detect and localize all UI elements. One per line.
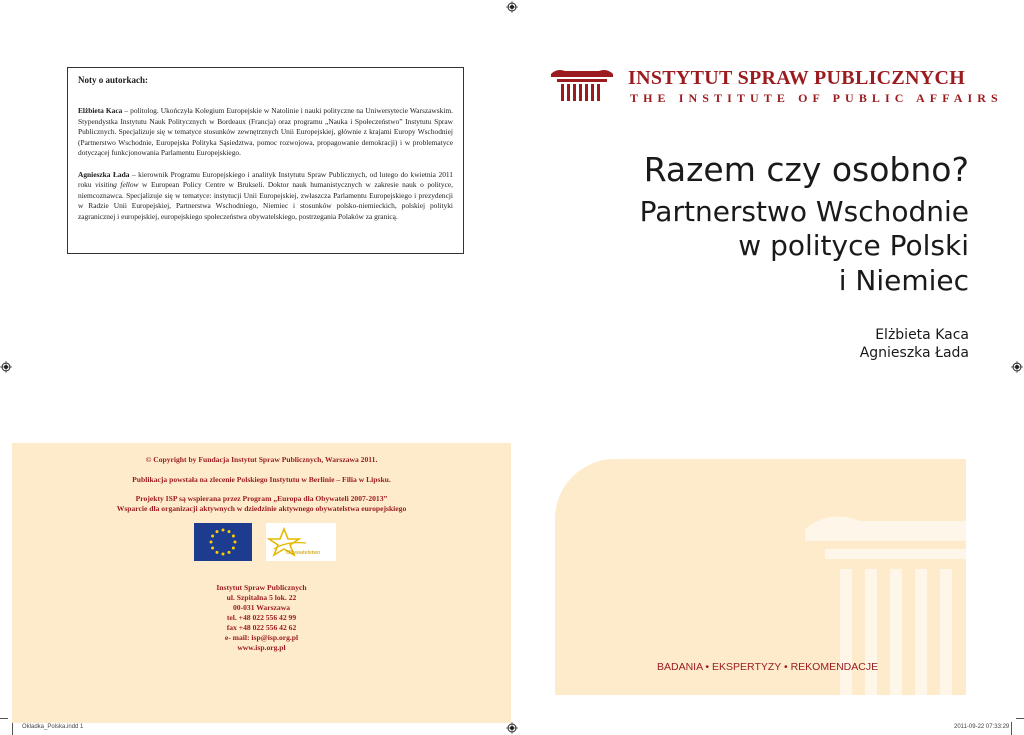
eu-star-icon [232,547,235,550]
colophon-panel [12,443,511,723]
tagline: BADANIA • EKSPERTYZY • REKOMENDACJE [657,661,879,673]
obywatelstwo-label: Obywatelstwo [286,550,321,556]
registration-mark-icon [1011,361,1023,373]
eu-flag-icon [194,523,252,561]
address-line: Instytut Spraw Publicznych [216,583,307,592]
eu-star-icon [211,547,214,550]
cover-title: Razem czy osobno? [643,150,969,189]
eu-star-icon [222,529,225,532]
author-2-note [78,170,453,223]
eu-star-icon [211,535,214,538]
crop-mark [0,718,8,719]
eu-star-icon [216,551,219,554]
author-2-bio-italic: visiting fellow [95,180,139,189]
address-line: www.isp.org.pl [237,643,286,652]
institute-name-en: THE INSTITUTE OF PUBLIC AFFAIRS [630,91,1003,105]
obywatelstwo-logo [266,523,336,561]
cover-decor-panel [555,459,966,695]
institute-name-pl: INSTYTUT SPRAW PUBLICZNYCH [628,67,966,89]
isp-column-logo-icon [551,68,613,104]
crop-mark [1011,722,1012,735]
copyright-text: © Copyright by Fundacja Instytut Spraw Publicznych, Warszawa 2011. [145,455,378,464]
address-line: tel. +48 022 556 42 99 [226,613,297,622]
crop-mark [12,722,13,735]
address-line: e- mail: isp@isp.org.pl [224,633,299,642]
eu-star-icon [228,530,231,533]
registration-mark-icon [506,1,518,13]
cover-subtitle-line: i Niemiec [838,264,969,297]
author-1-bio: – politolog. Ukończyła Kolegium Europejskie w Natolinie i nauki polityczne na Uniwersytecie Warszawskim. Stypendystka Instytutu Nauk Politycznych w Bordeaux (Francja) oraz programu „Nauka i Społeczeństwo” Instytutu Spraw Publicznych. Specjalizuje się w tematyce stosunków zewnętrznych Unii Europejskiej, głównie z krajami Europy Wschodniej (Partnerstwo Wschodnie, Europejska Polityka Sąsiedztwa, pomoc rozwojowa, propagowanie demokracji) i w problematyce dotyczącej funkcjonowania Parlamentu Europejskiego. [78,106,453,157]
cover-subtitle-line: Partnerstwo Wschodnie [639,195,969,228]
address-line: ul. Szpitalna 5 lok. 22 [226,593,297,602]
registration-mark-icon [0,361,12,373]
author-notes-box [67,67,464,254]
author-2-name: Agnieszka Łada [78,169,130,179]
cover-author: Elżbieta Kaca [875,327,969,343]
slug-date: 2011-09-22 07:33:29 [954,724,1010,730]
slug-filename: Okladka_Polska.indd 1 [22,724,84,730]
notes-heading: Noty o autorkach: [78,75,148,85]
cover-author: Agnieszka Łada [859,345,969,361]
address-line: fax +48 022 556 42 62 [226,623,297,632]
author-2-bio-b: w European Policy Centre w Brukseli. Doktor nauk humanistycznych w zakresie nauk o polityce, niemcoznawca. Specjalizuje się w tematyce: instytucji Unii Europejskiej, zwłaszcza Parlamentu Europejskiego i prezydencji w Radzie Unii Europejskiej, Partnerstwa Wschodniego, Niemiec i stosunków polsko-niemieckich, polskiej polityki zagranicznej i europejskiej, europejskiego społeczeństwa obywatelskiego, postrzegania Polaków za granicą. [78,180,453,221]
eu-star-icon [210,541,213,544]
registration-mark-icon [506,722,518,734]
author-1-name: Elżbieta Kaca [78,106,123,115]
column-watermark-icon [555,459,966,695]
author-1-note [78,106,453,159]
author-2-bio-a: – kierownik Programu Europejskiego i analityk Instytutu Spraw Publicznych, od lutego do kwietnia 2011 roku [78,169,453,189]
address-line: 00-031 Warszawa [232,603,291,612]
eu-star-icon [234,541,237,544]
publication-text: Publikacja powstała na zlecenie Polskiego Instytutu w Berlinie – Filia w Lipsku. [132,475,391,484]
cover-subtitle-line: w polityce Polski [738,229,969,262]
eu-star-icon [228,551,231,554]
support-line-2: Wsparcie dla organizacji aktywnych w dziedzinie aktywnego obywatelstwa europejskiego [116,504,407,513]
eu-star-icon [232,535,235,538]
crop-mark [1016,718,1024,719]
eu-star-icon [222,553,225,556]
eu-star-icon [216,530,219,533]
support-line-1: Projekty ISP są wspierana przez Program „Europa dla Obywateli 2007-2013” [135,494,388,503]
